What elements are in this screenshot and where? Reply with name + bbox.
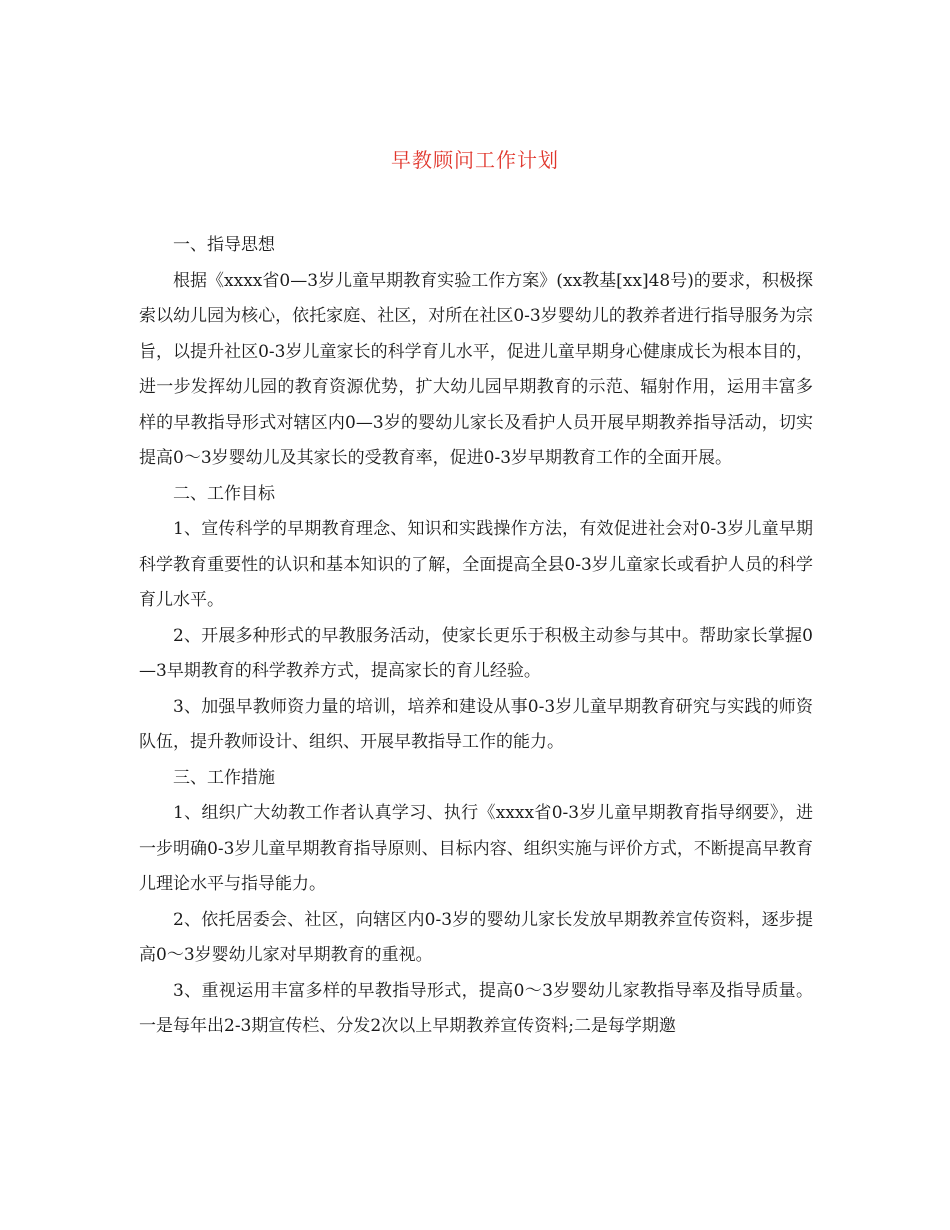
- paragraph-measure-1: 1、组织广大幼教工作者认真学习、执行《xxxx省0-3岁儿童早期教育指导纲要》，进一步明确0-3岁儿童早期教育指导原则、目标内容、组织实施与评价方式，不断提高早教育儿理论水平与指导能力。: [139, 803, 813, 894]
- section-heading-guiding-thought: 一、指导思想: [173, 235, 275, 255]
- paragraph-guiding-thought: 根据《xxxx省0—3岁儿童早期教育实验工作方案》(xx教基[xx]48号)的要求，积极探索以幼儿园为核心，依托家庭、社区，对所在社区0-3岁婴幼儿的教养者进行指导服务为宗旨，以提升社区0-3岁儿童家长的科学育儿水平，促进儿童早期身心健康成长为根本目的，进一步发挥幼儿园的教育资源优势，扩大幼儿园早期教育的示范、辐射作用，运用丰富多样的早教指导形式对辖区内0—3岁的婴幼儿家长及看护人员开展早期教养指导活动，切实提高0～3岁婴幼儿及其家长的受教育率，促进0-3岁早期教育工作的全面开展。: [139, 270, 813, 468]
- document-title: 早教顾问工作计划: [391, 148, 559, 172]
- paragraph-measure-2: 2、依托居委会、社区，向辖区内0-3岁的婴幼儿家长发放早期教养宣传资料，逐步提高0～3岁婴幼儿家对早期教育的重视。: [139, 909, 813, 965]
- document-body: [139, 228, 813, 1045]
- paragraph-goal-1: 1、宣传科学的早期教育理念、知识和实践操作方法，有效促进社会对0-3岁儿童早期科学教育重要性的认识和基本知识的了解，全面提高全县0-3岁儿童家长或看护人员的科学育儿水平。: [139, 519, 813, 610]
- section-heading-work-measures: 三、工作措施: [173, 767, 275, 788]
- section-heading-work-goals: 二、工作目标: [173, 483, 275, 504]
- paragraph-measure-3: 3、重视运用丰富多样的早教指导形式，提高0～3岁婴幼儿家教指导率及指导质量。一是每年出2-3期宣传栏、分发2次以上早期教养宣传资料;二是每学期邀: [139, 980, 813, 1036]
- paragraph-goal-3: 3、加强早教师资力量的培训，培养和建设从事0-3岁儿童早期教育研究与实践的师资队伍，提升教师设计、组织、开展早教指导工作的能力。: [139, 696, 813, 752]
- paragraph-goal-2: 2、开展多种形式的早教服务活动，使家长更乐于积极主动参与其中。帮助家长掌握0—3早期教育的科学教养方式，提高家长的育儿经验。: [139, 625, 813, 681]
